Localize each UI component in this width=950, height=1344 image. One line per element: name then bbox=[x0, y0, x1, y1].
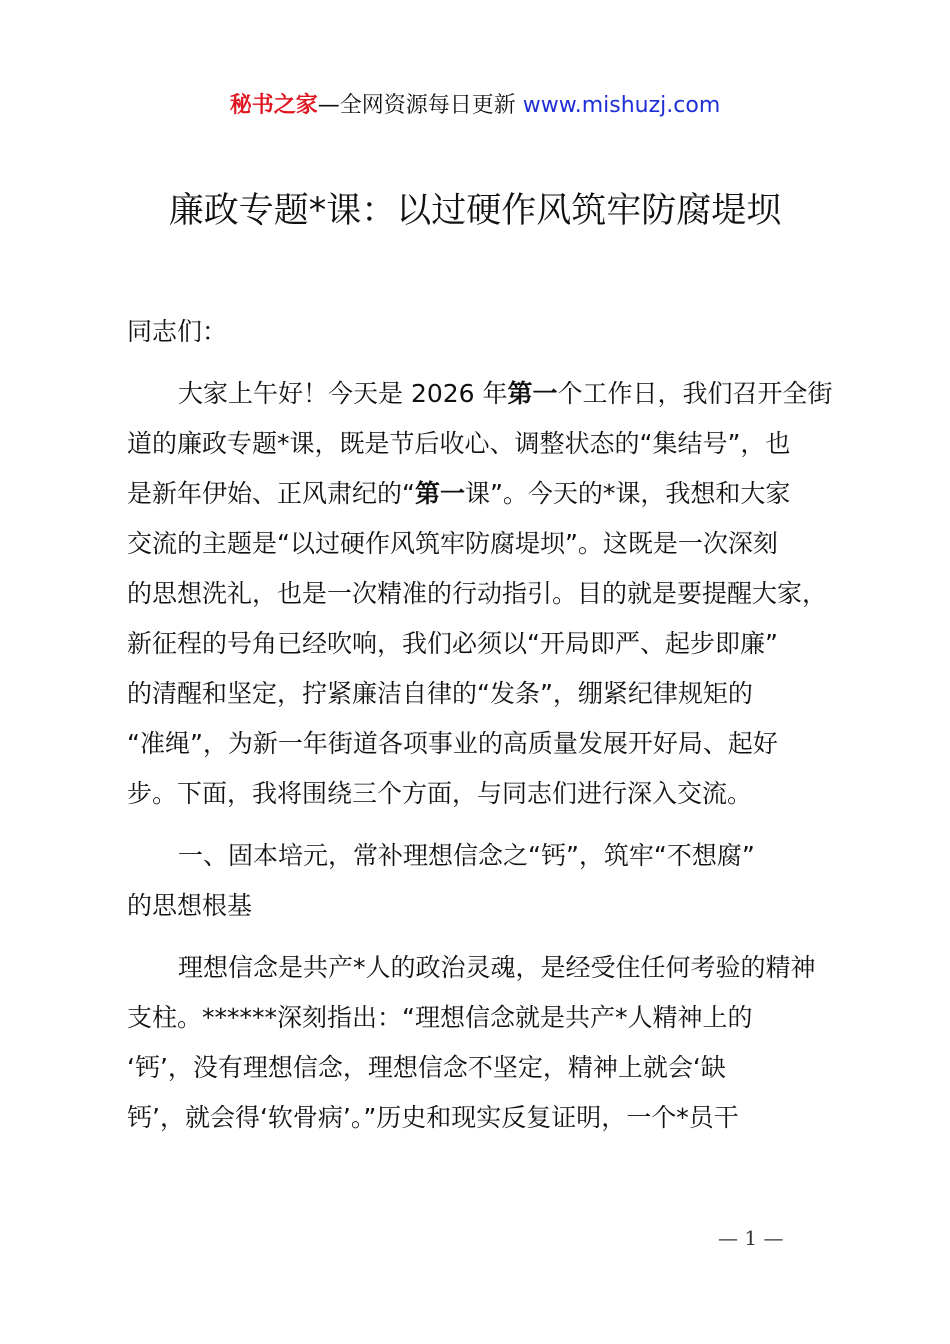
text-segment: 大家上午好！今天是 2026 年 bbox=[178, 379, 508, 408]
text-segment: 步。下面，我将围绕三个方面，与同志们进行深入交流。 bbox=[127, 779, 753, 808]
text-line bbox=[127, 374, 847, 424]
text-line bbox=[127, 886, 847, 936]
text-line bbox=[127, 1098, 847, 1148]
document-title: 廉政专题*课：以过硬作风筑牢防腐堤坝 bbox=[168, 191, 782, 231]
paragraph-gap bbox=[127, 824, 847, 836]
paragraph bbox=[127, 312, 847, 362]
text-line bbox=[127, 674, 847, 724]
text-segment: 理想信念是共产*人的政治灵魂，是经受住任何考验的精神 bbox=[178, 953, 816, 982]
text-line bbox=[127, 574, 847, 624]
text-segment: 课”。今天的*课，我想和大家 bbox=[464, 479, 791, 508]
text-segment: 道的廉政专题*课，既是节后收心、调整状态的“集结号”，也 bbox=[127, 429, 791, 458]
text-line bbox=[127, 948, 847, 998]
text-line bbox=[127, 724, 847, 774]
site-url-link[interactable]: www.mishuzj.com bbox=[522, 93, 721, 118]
text-segment: 的思想根基 bbox=[127, 891, 253, 920]
document-body bbox=[127, 312, 847, 1148]
paragraph-gap bbox=[127, 362, 847, 374]
text-line bbox=[127, 312, 847, 362]
text-segment: 同志们： bbox=[127, 317, 228, 346]
text-line bbox=[127, 836, 847, 886]
bold-text: 第一 bbox=[414, 479, 465, 508]
text-segment: 个工作日，我们召开全街 bbox=[557, 379, 833, 408]
site-slogan: —全网资源每日更新 bbox=[317, 93, 516, 118]
text-segment: “准绳”，为新一年街道各项事业的高质量发展开好局、起好 bbox=[127, 729, 778, 758]
paragraph bbox=[127, 948, 847, 1148]
page-number: — 1 — bbox=[718, 1226, 784, 1250]
text-segment: 支柱。******深刻指出：“理想信念就是共产*人精神上的 bbox=[127, 1003, 753, 1032]
text-line bbox=[127, 998, 847, 1048]
text-line bbox=[127, 474, 847, 524]
text-line bbox=[127, 774, 847, 824]
text-segment: 的清醒和坚定，拧紧廉洁自律的“发条”，绷紧纪律规矩的 bbox=[127, 679, 753, 708]
section-heading bbox=[127, 836, 847, 936]
text-line bbox=[127, 624, 847, 674]
text-segment: ‘钙’，没有理想信念，理想信念不坚定，精神上就会‘缺 bbox=[127, 1053, 726, 1082]
text-line bbox=[127, 524, 847, 574]
site-header bbox=[0, 88, 950, 119]
text-line bbox=[127, 424, 847, 474]
text-segment: 的思想洗礼，也是一次精准的行动指引。目的就是要提醒大家， bbox=[127, 579, 828, 608]
paragraph-gap bbox=[127, 936, 847, 948]
site-brand: 秘书之家 bbox=[229, 93, 318, 118]
text-line bbox=[127, 1048, 847, 1098]
text-segment: 交流的主题是“以过硬作风筑牢防腐堤坝”。这既是一次深刻 bbox=[127, 529, 778, 558]
paragraph bbox=[127, 374, 847, 824]
text-segment: 一、固本培元，常补理想信念之“钙”，筑牢“不想腐” bbox=[178, 841, 755, 870]
text-segment: 新征程的号角已经吹响，我们必须以“开局即严、起步即廉” bbox=[127, 629, 778, 658]
text-segment: 是新年伊始、正风肃纪的“ bbox=[127, 479, 415, 508]
bold-text: 第一 bbox=[507, 379, 558, 408]
text-segment: 钙’，就会得‘软骨病’。”历史和现实反复证明，一个*员干 bbox=[127, 1103, 739, 1132]
